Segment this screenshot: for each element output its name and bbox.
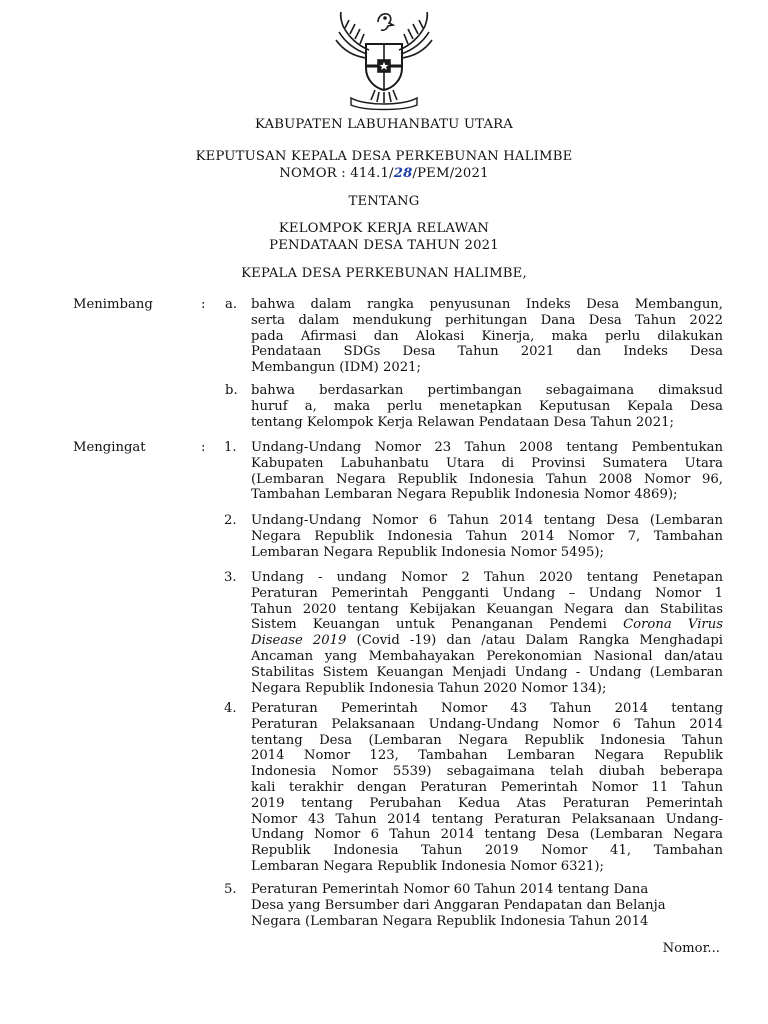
- recalling-marker-3: 3.: [224, 570, 237, 585]
- text-line: tentang Kelompok Kerja Relawan Pendataan Desa Tahun 2021;: [251, 414, 674, 430]
- issuer-heading: KEPALA DESA PERKEBUNAN HALIMBE,: [241, 266, 527, 281]
- text-line: Lembaran Negara Republik Indonesia Nomor 6321);: [251, 858, 604, 874]
- text-segment: Sistem Keuangan untuk Penanganan Pendemi: [251, 617, 624, 633]
- text-line: bahwa dalam rangka penyusunan Indeks Desa Membangun,: [251, 297, 723, 312]
- decree-title: KEPUTUSAN KEPALA DESA PERKEBUNAN HALIMBE: [195, 149, 573, 164]
- recalling-item-4: [251, 701, 723, 875]
- garuda-pancasila-emblem-icon: [331, 10, 437, 112]
- recalling-label: Mengingat: [73, 440, 146, 455]
- text-line: Peraturan Pelaksanaan Undang-Undang Nomor 6 Tahun 2014: [251, 716, 723, 732]
- text-line: 2014 Nomor 123, Tambahan Lembaran Negara Republik: [251, 748, 723, 764]
- decree-number-prefix: NOMOR : 414.1/: [279, 166, 394, 181]
- text-line: Peraturan Pemerintah Nomor 60 Tahun 2014 tentang Dana: [251, 882, 649, 897]
- text-line: Negara Republik Indonesia Tahun 2014 Nomor 7, Tambahan: [251, 528, 723, 544]
- text-line: Lembaran Negara Republik Indonesia Nomor 5495);: [251, 544, 604, 560]
- decree-number-highlight: 28: [393, 166, 413, 181]
- subject-line-1: KELOMPOK KERJA RELAWAN: [278, 221, 490, 236]
- text-line: bahwa berdasarkan pertimbangan sebagaimana dimaksud: [251, 383, 723, 398]
- decree-number: [0, 166, 768, 181]
- text-line: Republik Indonesia Tahun 2019 Nomor 41, Tambahan: [251, 843, 723, 859]
- recalling-item-5: [251, 882, 723, 929]
- text-line: [251, 633, 723, 649]
- recalling-item-1: [251, 440, 723, 503]
- recalling-marker-4: 4.: [224, 701, 237, 716]
- text-line: Tahun 2020 tentang Kebijakan Keuangan Negara dan Stabilitas: [251, 601, 723, 617]
- text-line: (Lembaran Negara Republik Indonesia Tahun 2008 Nomor 96,: [251, 471, 723, 487]
- text-line: Undang-Undang Nomor 6 Tahun 2014 tentang Desa (Lembaran: [251, 513, 723, 528]
- text-line: Negara Republik Indonesia Tahun 2020 Nomor 134);: [251, 680, 607, 696]
- considering-item-a: [251, 297, 723, 376]
- considering-marker-a: a.: [225, 297, 238, 312]
- regency-title: KABUPATEN LABUHANBATU UTARA: [254, 117, 514, 132]
- text-line: Kabupaten Labuhanbatu Utara di Provinsi Sumatera Utara: [251, 455, 723, 471]
- subject-line-2: PENDATAAN DESA TAHUN 2021: [269, 238, 499, 253]
- text-line: Tambahan Lembaran Negara Republik Indonesia Nomor 4869);: [251, 487, 678, 503]
- considering-marker-b: b.: [225, 383, 238, 398]
- text-line: Undang - undang Nomor 2 Tahun 2020 tentang Penetapan: [251, 570, 723, 585]
- text-line: Membangun (IDM) 2021;: [251, 360, 422, 376]
- considering-label: Menimbang: [73, 297, 153, 312]
- text-line: Stabilitas Sistem Keuangan Menjadi Undang - Undang (Lembaran: [251, 664, 723, 680]
- about-heading: TENTANG: [348, 194, 420, 209]
- text-line: Undang-Undang Nomor 23 Tahun 2008 tentang Pembentukan: [251, 440, 723, 455]
- text-line: Desa yang Bersumber dari Anggaran Pendapatan dan Belanja: [251, 897, 666, 913]
- text-line: pada Afirmasi dan Alokasi Kinerja, maka perlu dilakukan: [251, 328, 723, 344]
- recalling-item-2: [251, 513, 723, 560]
- text-line: tentang Desa (Lembaran Negara Republik Indonesia Tahun: [251, 732, 723, 748]
- recalling-colon: :: [201, 440, 206, 455]
- text-line: Ancaman yang Membahayakan Perekonomian Nasional dan/atau: [251, 648, 723, 664]
- text-segment: (Covid -19) dan /atau Dalam Rangka Menghadapi: [346, 633, 723, 649]
- text-line: serta dalam mendukung perhitungan Dana Desa Tahun 2022: [251, 312, 723, 328]
- decree-number-suffix: /PEM/2021: [412, 166, 489, 181]
- recalling-marker-2: 2.: [224, 513, 237, 528]
- considering-item-b: [251, 383, 723, 430]
- text-line: huruf a, maka perlu menetapkan Keputusan Kepala Desa: [251, 398, 723, 414]
- text-line: Peraturan Pemerintah Nomor 43 Tahun 2014 tentang: [251, 701, 723, 716]
- text-line: Pendataan SDGs Desa Tahun 2021 dan Indeks Desa: [251, 344, 723, 360]
- text-line: Indonesia Nomor 5539) sebagaimana telah diubah beberapa: [251, 764, 723, 780]
- italic-term: Disease 2019: [251, 633, 347, 649]
- text-line: kali terakhir dengan Peraturan Pemerintah Nomor 11 Tahun: [251, 779, 723, 795]
- recalling-item-3: [251, 570, 723, 696]
- continuation-marker: Nomor...: [662, 941, 720, 956]
- text-line: Peraturan Pemerintah Pengganti Undang – Undang Nomor 1: [251, 585, 723, 601]
- text-line: Negara (Lembaran Negara Republik Indonesia Tahun 2014: [251, 913, 649, 929]
- considering-colon: :: [201, 297, 206, 312]
- italic-term: Corona Virus: [623, 617, 723, 633]
- recalling-marker-1: 1.: [224, 440, 237, 455]
- recalling-marker-5: 5.: [224, 882, 237, 897]
- text-line: 2019 tentang Perubahan Kedua Atas Peraturan Pemerintah: [251, 795, 723, 811]
- text-line: Nomor 43 Tahun 2014 tentang Peraturan Pelaksanaan Undang-: [251, 811, 723, 827]
- text-line: [251, 617, 723, 633]
- text-line: Undang Nomor 6 Tahun 2014 tentang Desa (Lembaran Negara: [251, 827, 723, 843]
